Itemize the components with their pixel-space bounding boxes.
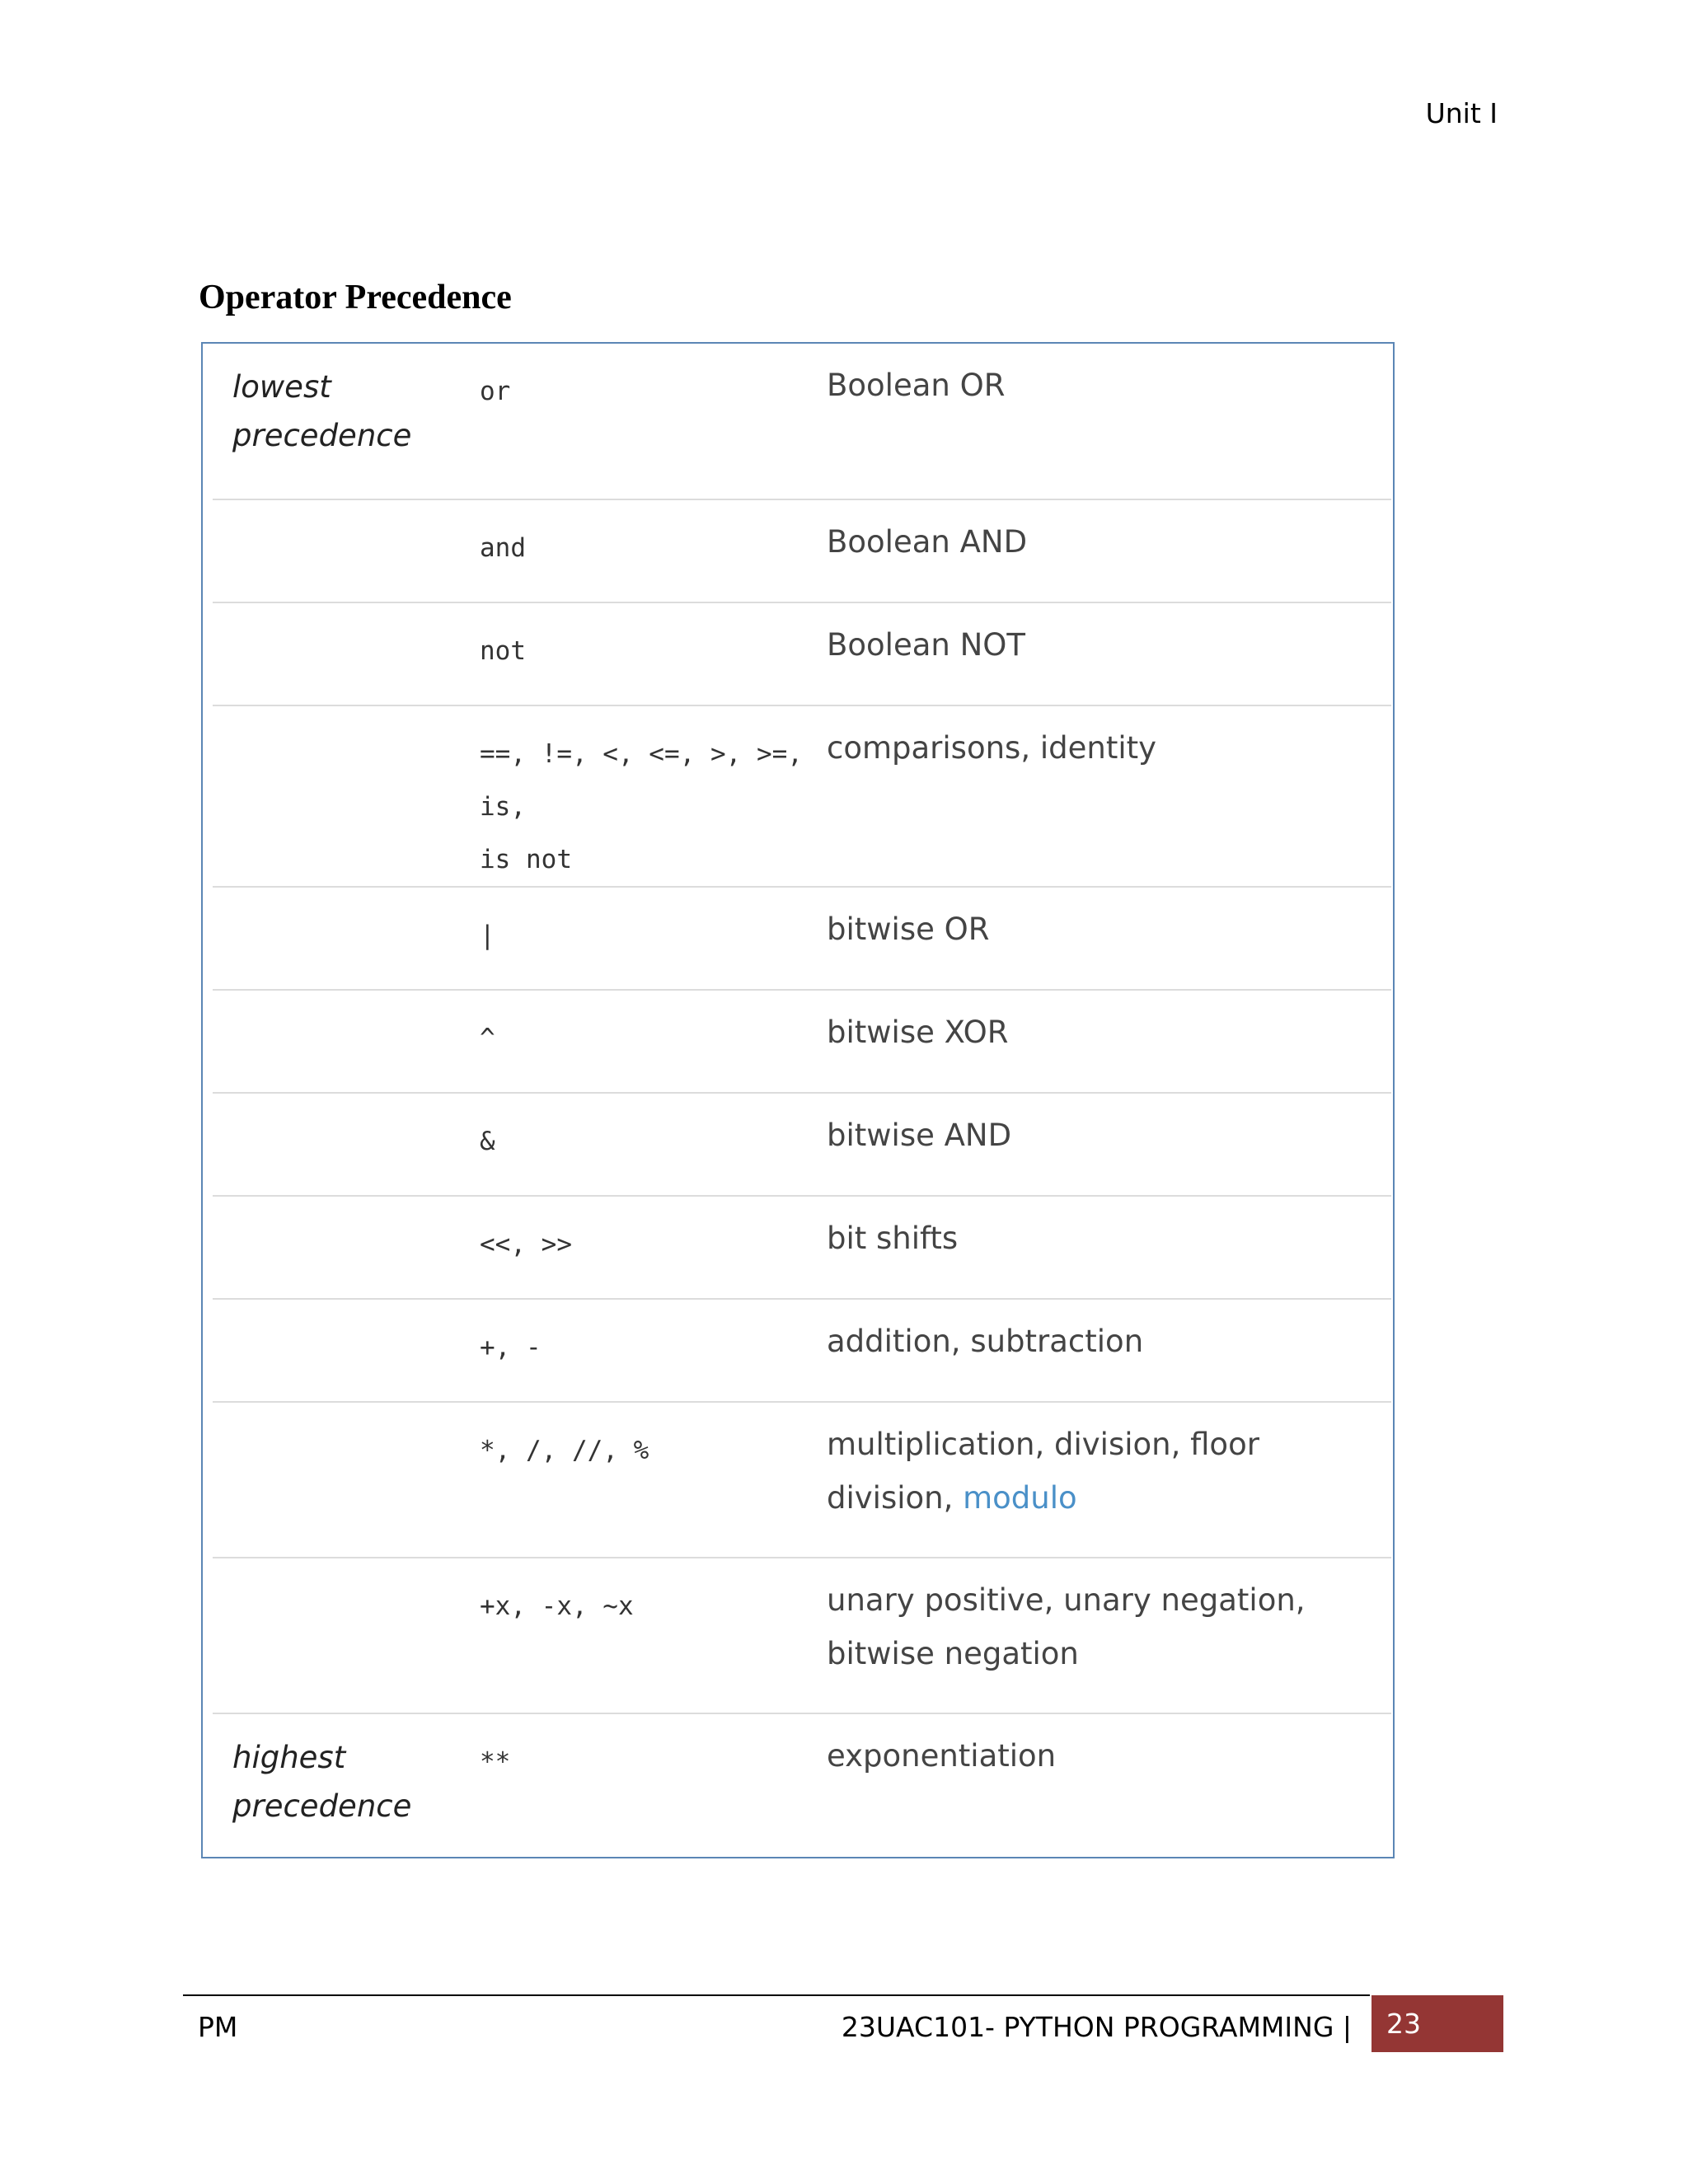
- precedence-table: [213, 344, 1391, 1886]
- table-row: [213, 1402, 1391, 1558]
- precedence-level-cell: [213, 499, 480, 602]
- description-text: bitwise AND: [827, 1118, 1012, 1153]
- description-text: comparisons, identity: [827, 730, 1157, 766]
- table-row: [213, 990, 1391, 1093]
- precedence-level-cell: [213, 705, 480, 887]
- operator-text: &: [480, 1127, 495, 1156]
- precedence-level-line1: highest: [232, 1740, 346, 1775]
- description-text-main: multiplication, division, floor division,: [827, 1427, 1259, 1516]
- operator-cell: [480, 1093, 827, 1196]
- table-row: [213, 1713, 1391, 1886]
- description-text: Boolean NOT: [827, 627, 1025, 663]
- operator-cell: [480, 1402, 827, 1558]
- description-cell: [827, 1558, 1391, 1713]
- precedence-level-cell: [213, 602, 480, 705]
- precedence-level-line1: lowest: [232, 369, 331, 405]
- description-cell: [827, 1402, 1391, 1558]
- precedence-level-cell: [213, 1196, 480, 1299]
- table-row: [213, 499, 1391, 602]
- table-row: [213, 1093, 1391, 1196]
- description-text: exponentiation: [827, 1738, 1057, 1774]
- precedence-level-line2: precedence: [232, 418, 412, 453]
- table-row: [213, 705, 1391, 887]
- operator-text: not: [480, 636, 526, 666]
- operator-text: <<, >>: [480, 1230, 572, 1259]
- operator-text: **: [480, 1747, 511, 1777]
- page-number-badge: 23: [1372, 1995, 1503, 2052]
- table-row: [213, 887, 1391, 990]
- precedence-level-cell: [213, 1299, 480, 1402]
- operator-cell: [480, 1713, 827, 1886]
- precedence-level-cell: [213, 1558, 480, 1713]
- precedence-level-cell: [213, 1402, 480, 1558]
- description-text: Boolean OR: [827, 368, 1006, 403]
- table-row: [213, 602, 1391, 705]
- operator-cell: [480, 1558, 827, 1713]
- operator-cell: [480, 499, 827, 602]
- table-row: [213, 1196, 1391, 1299]
- operator-text: ==, !=, <, <=, >, >=, is,: [480, 739, 803, 822]
- precedence-level-cell: [213, 1093, 480, 1196]
- description-cell: [827, 1093, 1391, 1196]
- description-text: bitwise OR: [827, 912, 990, 947]
- description-cell: [827, 1196, 1391, 1299]
- modulo-link[interactable]: modulo: [963, 1480, 1077, 1516]
- description-text: bitwise XOR: [827, 1015, 1009, 1050]
- table-row: [213, 1299, 1391, 1402]
- precedence-level-cell: [213, 990, 480, 1093]
- description-text: addition, subtraction: [827, 1324, 1144, 1359]
- operator-text: +x, -x, ~x: [480, 1591, 634, 1621]
- description-cell: [827, 887, 1391, 990]
- footer-author: PM: [198, 2011, 238, 2043]
- operator-text-line2: is not: [480, 845, 572, 874]
- precedence-table-frame: [201, 342, 1395, 1858]
- precedence-level-cell: [213, 344, 480, 499]
- operator-text: |: [480, 921, 495, 950]
- operator-cell: [480, 1196, 827, 1299]
- section-title: Operator Precedence: [199, 279, 512, 316]
- operator-cell: [480, 705, 827, 887]
- operator-text: and: [480, 533, 526, 563]
- description-cell: [827, 344, 1391, 499]
- precedence-level-cell: [213, 1713, 480, 1886]
- description-text: [827, 1418, 1391, 1525]
- table-row: [213, 1558, 1391, 1713]
- operator-cell: [480, 887, 827, 990]
- description-text: bit shifts: [827, 1221, 959, 1256]
- precedence-level-cell: [213, 887, 480, 990]
- footer-course-title: 23UAC101- PYTHON PROGRAMMING |: [841, 2011, 1352, 2043]
- operator-cell: [480, 990, 827, 1093]
- description-cell: [827, 1713, 1391, 1886]
- description-cell: [827, 1299, 1391, 1402]
- operator-text: ^: [480, 1024, 495, 1053]
- description-cell: [827, 990, 1391, 1093]
- table-row: [213, 344, 1391, 499]
- operator-text: +, -: [480, 1333, 542, 1362]
- precedence-level-line2: precedence: [232, 1788, 412, 1824]
- footer-divider: [183, 1994, 1370, 1996]
- description-text: Boolean AND: [827, 524, 1028, 560]
- description-cell: [827, 499, 1391, 602]
- operator-cell: [480, 344, 827, 499]
- header-unit-label: Unit I: [1425, 97, 1498, 129]
- operator-text: or: [480, 377, 511, 406]
- description-cell: [827, 602, 1391, 705]
- description-text: unary positive, unary negation, bitwise negation: [827, 1582, 1306, 1671]
- operator-cell: [480, 1299, 827, 1402]
- operator-text: *, /, //, %: [480, 1436, 649, 1465]
- operator-cell: [480, 602, 827, 705]
- description-cell: [827, 705, 1391, 887]
